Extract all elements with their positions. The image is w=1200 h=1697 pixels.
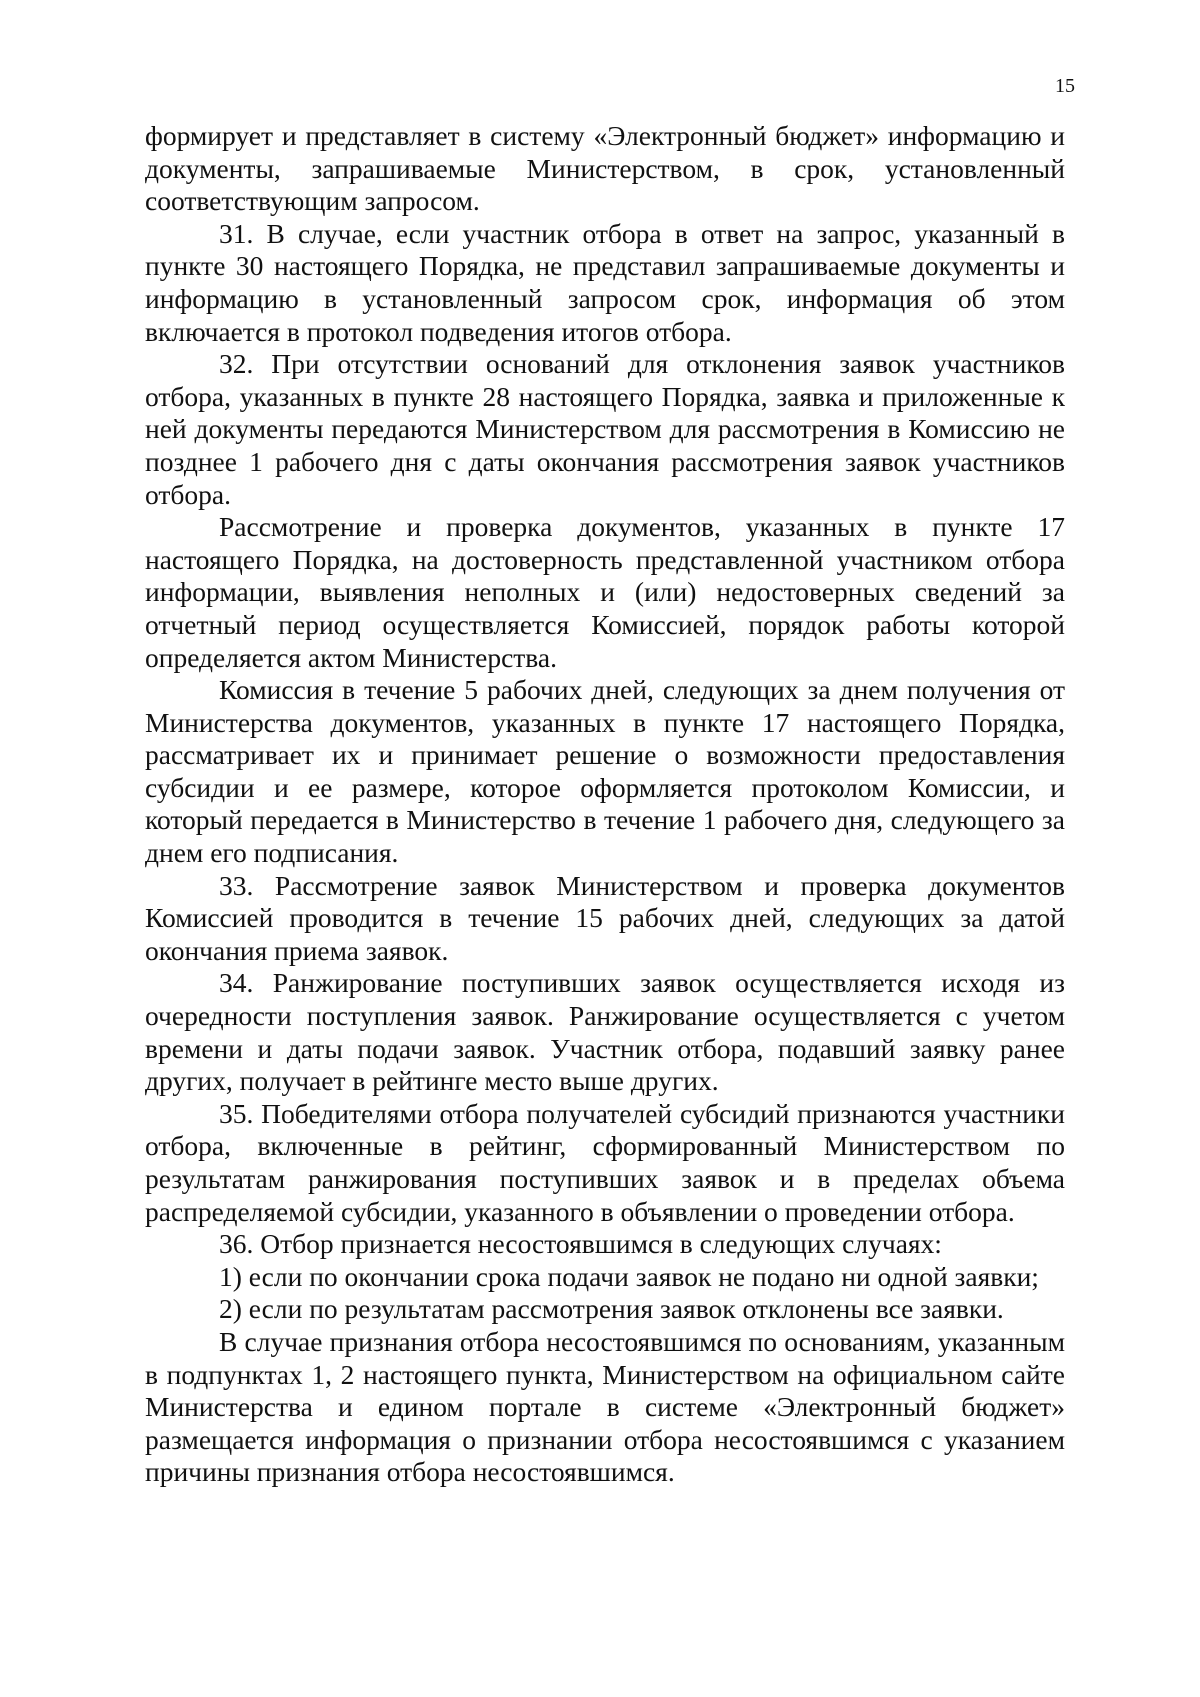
document-body xyxy=(145,120,1065,1489)
paragraph-item-33: 33. Рассмотрение заявок Министерством и проверка документов Комиссией проводится в течение 15 рабочих дней, следующих за датой окончания приема заявок. xyxy=(145,869,1065,966)
page-number: 15 xyxy=(1055,75,1075,97)
paragraph-item-34: 34. Ранжирование поступивших заявок осуществляется исходя из очередности поступления заявок. Ранжирование осуществляется с учетом времени и даты подачи заявок. Участник отбора, подавший заявку ранее других, получает в рейтинге место выше других. xyxy=(145,967,1065,1097)
paragraph-item-35: 35. Победителями отбора получателей субсидий признаются участники отбора, включенные в рейтинг, сформированный Министерством по результатам ранжирования поступивших заявок и в пределах объема распределяемой субсидии, указанного в объявлении о проведении отбора. xyxy=(145,1097,1065,1227)
paragraph-item-32: 32. При отсутствии оснований для отклонения заявок участников отбора, указанных в пункте 28 настоящего Порядка, заявка и приложенные к ней документы передаются Министерством для рассмотрения в Комиссию не позднее 1 рабочего дня с даты окончания рассмотрения заявок участников отбора. xyxy=(145,348,1065,510)
paragraph-commission-decision: Комиссия в течение 5 рабочих дней, следующих за днем получения от Министерства документов, указанных в пункте 17 настоящего Порядка, рассматривает их и принимает решение о возможности предоставления субсидии и ее размере, которое оформляется протоколом Комиссии, и который передается в Министерство в течение 1 рабочего дня, следующего за днем его подписания. xyxy=(145,674,1065,869)
paragraph-continuation: формирует и представляет в систему «Электронный бюджет» информацию и документы, запрашиваемые Министерством, в срок, установленный соответствующим запросом. xyxy=(145,120,1065,217)
paragraph-failed-selection: В случае признания отбора несостоявшимся по основаниям, указанным в подпунктах 1, 2 настоящего пункта, Министерством на официальном сайте Министерства и едином портале в системе «Электронный бюджет» размещается информация о признании отбора несостоявшимся с указанием причины признания отбора несостоявшимся. xyxy=(145,1325,1065,1488)
paragraph-review-documents: Рассмотрение и проверка документов, указанных в пункте 17 настоящего Порядка, на достоверность представленной участником отбора информации, выявления неполных и (или) недостоверных сведений за отчетный период осуществляется Комиссией, порядок работы которой определяется актом Министерства. xyxy=(145,511,1065,673)
paragraph-item-31: 31. В случае, если участник отбора в ответ на запрос, указанный в пункте 30 настоящего Порядка, не представил запрашиваемые документы и информацию в установленный запросом срок, информация об этом включается в протокол подведения итогов отбора. xyxy=(145,217,1065,347)
paragraph-subitem-2: 2) если по результатам рассмотрения заявок отклонены все заявки. xyxy=(219,1293,1004,1325)
paragraph-item-36: 36. Отбор признается несостоявшимся в следующих случаях: xyxy=(219,1228,942,1260)
paragraph-subitem-1: 1) если по окончании срока подачи заявок не подано ни одной заявки; xyxy=(219,1260,1039,1292)
